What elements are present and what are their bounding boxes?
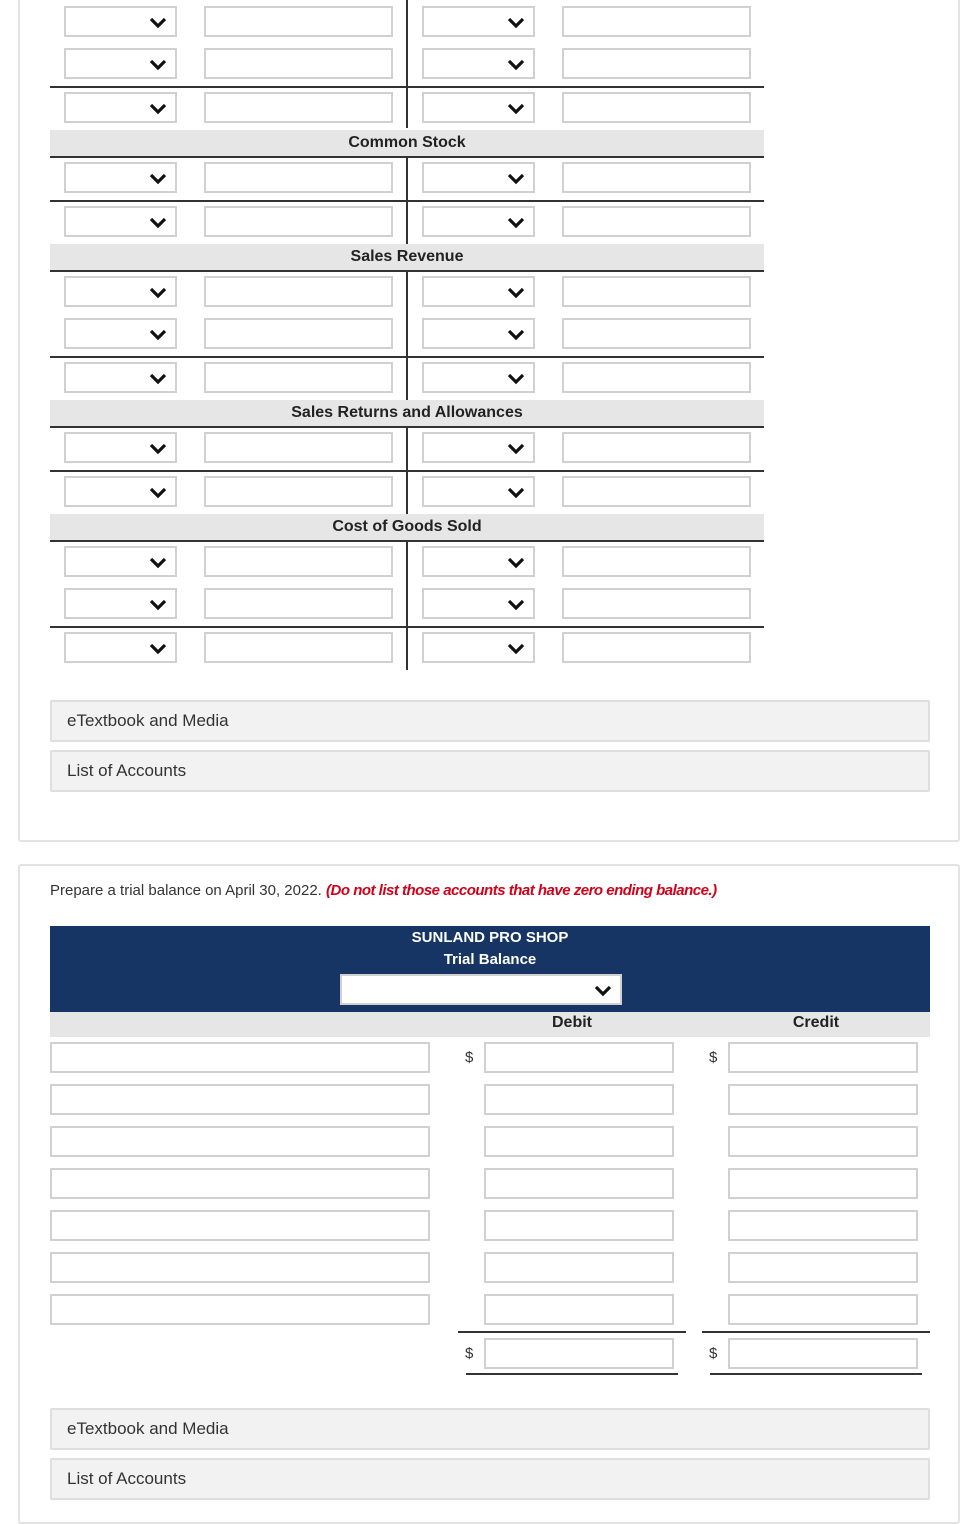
chevron-down-icon — [507, 598, 525, 612]
chevron-down-icon — [507, 556, 525, 570]
debit-amount-input[interactable] — [484, 1168, 674, 1199]
credit-amount-input[interactable] — [728, 1126, 918, 1157]
credit-account-select[interactable] — [422, 48, 535, 79]
credit-total-line — [702, 1331, 930, 1333]
credit-amount-input[interactable] — [728, 1210, 918, 1241]
debit-total-line — [458, 1331, 686, 1333]
debit-amount-input[interactable] — [484, 1210, 674, 1241]
debit-amount-input[interactable] — [204, 48, 393, 79]
chevron-down-icon — [507, 216, 525, 230]
credit-account-select[interactable] — [422, 432, 535, 463]
debit-amount-input[interactable] — [204, 362, 393, 393]
chevron-down-icon — [149, 556, 167, 570]
debit-total-input[interactable] — [484, 1338, 674, 1369]
debit-header: Debit — [552, 1014, 592, 1031]
chevron-down-icon — [149, 16, 167, 30]
debit-amount-input[interactable] — [484, 1042, 674, 1073]
credit-header: Credit — [792, 1014, 840, 1031]
credit-account-select[interactable] — [422, 276, 535, 307]
debit-account-select[interactable] — [64, 92, 177, 123]
chevron-down-icon — [149, 286, 167, 300]
debit-amount-input[interactable] — [204, 432, 393, 463]
statement-name: Trial Balance — [443, 951, 537, 968]
credit-amount-input[interactable] — [728, 1042, 918, 1073]
t-account-title: Common Stock — [50, 130, 764, 158]
debit-double-line — [466, 1373, 678, 1375]
account-name-input[interactable] — [50, 1084, 430, 1115]
credit-amount-input[interactable] — [562, 48, 751, 79]
chevron-down-icon — [149, 598, 167, 612]
credit-amount-input[interactable] — [562, 6, 751, 37]
credit-account-select[interactable] — [422, 362, 535, 393]
chevron-down-icon — [507, 286, 525, 300]
credit-account-select[interactable] — [422, 476, 535, 507]
debit-amount-input[interactable] — [204, 588, 393, 619]
debit-amount-input[interactable] — [484, 1084, 674, 1115]
credit-amount-input[interactable] — [562, 206, 751, 237]
chevron-down-icon — [507, 16, 525, 30]
t-line — [50, 200, 764, 202]
chevron-down-icon — [149, 102, 167, 116]
debit-account-select[interactable] — [64, 318, 177, 349]
chevron-down-icon — [507, 372, 525, 386]
chevron-down-icon — [149, 216, 167, 230]
debit-amount-input[interactable] — [484, 1126, 674, 1157]
t-divider — [406, 272, 408, 400]
debit-amount-input[interactable] — [204, 318, 393, 349]
debit-amount-input[interactable] — [484, 1252, 674, 1283]
credit-amount-input[interactable] — [562, 632, 751, 663]
credit-account-select[interactable] — [422, 546, 535, 577]
credit-account-select[interactable] — [422, 632, 535, 663]
account-name-input[interactable] — [50, 1210, 430, 1241]
credit-account-select[interactable] — [422, 588, 535, 619]
account-name-input[interactable] — [50, 1294, 430, 1325]
trial-balance-header — [50, 926, 930, 1012]
currency-symbol: $ — [709, 1345, 718, 1362]
credit-amount-input[interactable] — [562, 362, 751, 393]
credit-account-select[interactable] — [422, 92, 535, 123]
account-name-input[interactable] — [50, 1042, 430, 1073]
t-line — [50, 626, 764, 628]
credit-amount-input[interactable] — [728, 1294, 918, 1325]
chevron-down-icon — [149, 372, 167, 386]
chevron-down-icon — [507, 642, 525, 656]
credit-amount-input[interactable] — [562, 546, 751, 577]
etextbook-media-button[interactable]: eTextbook and Media — [50, 1408, 930, 1450]
date-select[interactable] — [340, 974, 622, 1005]
chevron-down-icon — [507, 102, 525, 116]
credit-double-line — [710, 1373, 922, 1375]
currency-symbol: $ — [465, 1345, 474, 1362]
credit-amount-input[interactable] — [562, 588, 751, 619]
t-account-title: Sales Returns and Allowances — [50, 400, 764, 428]
credit-total-input[interactable] — [728, 1338, 918, 1369]
debit-account-select[interactable] — [64, 162, 177, 193]
debit-account-select[interactable] — [64, 476, 177, 507]
credit-amount-input[interactable] — [728, 1084, 918, 1115]
list-of-accounts-button[interactable]: List of Accounts — [50, 750, 930, 792]
chevron-down-icon — [149, 58, 167, 72]
credit-amount-input[interactable] — [562, 276, 751, 307]
debit-account-select[interactable] — [64, 588, 177, 619]
debit-amount-input[interactable] — [204, 632, 393, 663]
chevron-down-icon — [507, 328, 525, 342]
chevron-down-icon — [507, 486, 525, 500]
debit-account-select[interactable] — [64, 6, 177, 37]
list-of-accounts-button[interactable]: List of Accounts — [50, 1458, 930, 1500]
debit-amount-input[interactable] — [204, 276, 393, 307]
credit-amount-input[interactable] — [562, 476, 751, 507]
debit-account-select[interactable] — [64, 362, 177, 393]
debit-amount-input[interactable] — [204, 6, 393, 37]
t-account-title: Sales Revenue — [50, 244, 764, 272]
chevron-down-icon — [507, 172, 525, 186]
credit-account-select[interactable] — [422, 6, 535, 37]
etextbook-media-button[interactable]: eTextbook and Media — [50, 700, 930, 742]
credit-amount-input[interactable] — [562, 318, 751, 349]
account-name-input[interactable] — [50, 1252, 430, 1283]
currency-symbol: $ — [709, 1049, 718, 1066]
t-divider — [406, 0, 408, 128]
credit-account-select[interactable] — [422, 318, 535, 349]
debit-account-select[interactable] — [64, 48, 177, 79]
chevron-down-icon — [507, 58, 525, 72]
t-divider — [406, 542, 408, 670]
debit-amount-input[interactable] — [204, 206, 393, 237]
account-name-input[interactable] — [50, 1168, 430, 1199]
chevron-down-icon — [507, 442, 525, 456]
debit-amount-input[interactable] — [204, 92, 393, 123]
credit-amount-input[interactable] — [562, 162, 751, 193]
t-line — [50, 86, 764, 88]
debit-account-select[interactable] — [64, 206, 177, 237]
instruction-note: (Do not list those accounts that have zero ending balance.) — [326, 882, 717, 899]
debit-account-select[interactable] — [64, 276, 177, 307]
credit-account-select[interactable] — [422, 162, 535, 193]
chevron-down-icon — [149, 328, 167, 342]
credit-amount-input[interactable] — [562, 432, 751, 463]
debit-amount-input[interactable] — [204, 162, 393, 193]
debit-amount-input[interactable] — [204, 476, 393, 507]
debit-amount-input[interactable] — [204, 546, 393, 577]
credit-account-select[interactable] — [422, 206, 535, 237]
chevron-down-icon — [149, 442, 167, 456]
credit-amount-input[interactable] — [728, 1252, 918, 1283]
company-name: SUNLAND PRO SHOP — [411, 929, 569, 946]
chevron-down-icon — [149, 486, 167, 500]
t-line — [50, 356, 764, 358]
currency-symbol: $ — [465, 1049, 474, 1066]
credit-amount-input[interactable] — [562, 92, 751, 123]
debit-account-select[interactable] — [64, 546, 177, 577]
chevron-down-icon — [149, 172, 167, 186]
t-account-title: Cost of Goods Sold — [50, 514, 764, 542]
debit-account-select[interactable] — [64, 632, 177, 663]
chevron-down-icon — [149, 642, 167, 656]
chevron-down-icon — [594, 984, 612, 998]
account-name-input[interactable] — [50, 1126, 430, 1157]
t-line — [50, 470, 764, 472]
debit-account-select[interactable] — [64, 432, 177, 463]
instruction-text — [50, 882, 717, 899]
debit-amount-input[interactable] — [484, 1294, 674, 1325]
credit-amount-input[interactable] — [728, 1168, 918, 1199]
instruction-main: Prepare a trial balance on April 30, 2022. — [50, 882, 322, 899]
